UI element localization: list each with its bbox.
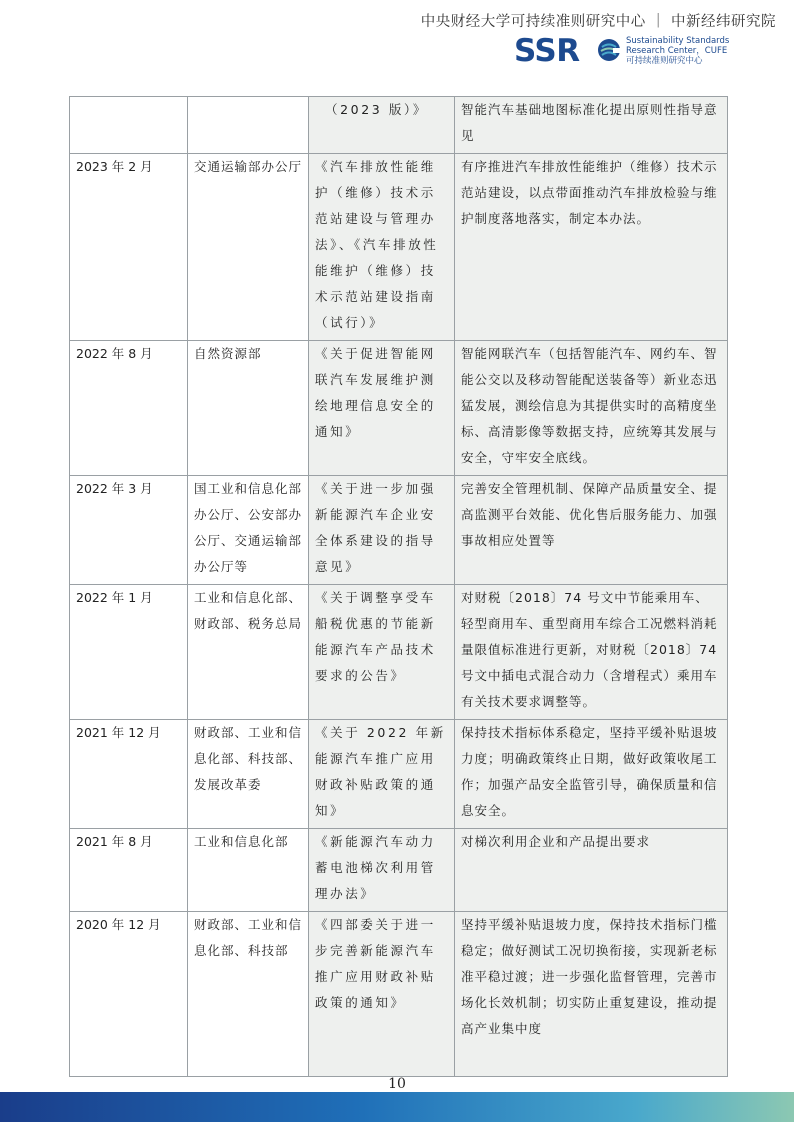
- date-cell: 2021 年 8 月: [70, 829, 188, 912]
- date-cell: 2022 年 3 月: [70, 476, 188, 585]
- logo-name-zh: 可持续准则研究中心: [626, 56, 703, 66]
- date-cell: 2021 年 12 月: [70, 720, 188, 829]
- department-cell: 自然资源部: [188, 341, 309, 476]
- globe-c-icon: [597, 38, 621, 62]
- description-cell: 对梯次利用企业和产品提出要求: [455, 829, 728, 912]
- logo-name-line1: Sustainability Standards: [626, 36, 730, 46]
- document-cell: 《新能源汽车动力蓄电池梯次利用管理办法》: [309, 829, 455, 912]
- description-cell: 完善安全管理机制、保障产品质量安全、提高监测平台效能、优化售后服务能力、加强事故相应处置等: [455, 476, 728, 585]
- description-cell: 对财税〔2018〕74 号文中节能乘用车、轻型商用车、重型商用车综合工况燃料消耗量限值标准进行更新，对财税〔2018〕74 号文中插电式混合动力（含增程式）乘用车有关技术要求调整等。: [455, 585, 728, 720]
- description-cell: 保持技术指标体系稳定，坚持平缓补贴退坡力度；明确政策终止日期，做好政策收尾工作；加强产品安全监管引导，确保质量和信息安全。: [455, 720, 728, 829]
- document-cell: 《关于进一步加强新能源汽车企业安全体系建设的指导意见》: [309, 476, 455, 585]
- document-cell: 《关于促进智能网联汽车发展维护测绘地理信息安全的通知》: [309, 341, 455, 476]
- date-cell: 2023 年 2 月: [70, 154, 188, 341]
- description-cell: 智能汽车基础地图标准化提出原则性指导意见: [455, 97, 728, 154]
- logo-name: [626, 36, 729, 66]
- description-cell: 智能网联汽车（包括智能汽车、网约车、智能公交以及移动智能配送装备等）新业态迅猛发展，测绘信息为其提供实时的高精度坐标、高清影像等数据支持，应统筹其发展与安全，守牢安全底线。: [455, 341, 728, 476]
- table-row: [70, 154, 728, 341]
- page-number: 10: [388, 1076, 406, 1092]
- policy-table: [69, 96, 728, 1077]
- document-cell: 《汽车排放性能维护（维修）技术示范站建设与管理办法》、《汽车排放性能维护（维修）技术示范站建设指南（试行）》: [309, 154, 455, 341]
- logo-name-line2: Research Center，CUFE: [626, 46, 728, 56]
- header-title: 中央财经大学可持续准则研究中心 ｜ 中新经纬研究院: [420, 14, 776, 30]
- document-cell: 《关于调整享受车船税优惠的节能新能源汽车产品技术要求的公告》: [309, 585, 455, 720]
- description-cell: 坚持平缓补贴退坡力度，保持技术指标门槛稳定；做好测试工况切换衔接，实现新老标准平稳过渡；进一步强化监督管理，完善市场化长效机制；切实防止重复建设，推动提高产业集中度: [455, 912, 728, 1077]
- department-cell: 财政部、工业和信息化部、科技部、发展改革委: [188, 720, 309, 829]
- table-row: [70, 720, 728, 829]
- logo-abbreviation: SSR: [514, 33, 580, 69]
- date-cell: 2022 年 1 月: [70, 585, 188, 720]
- department-cell: 工业和信息化部: [188, 829, 309, 912]
- date-cell: [70, 97, 188, 154]
- description-cell: 有序推进汽车排放性能维护（维修）技术示范站建设，以点带面推动汽车排放检验与维护制度落地落实，制定本办法。: [455, 154, 728, 341]
- department-cell: 交通运输部办公厅: [188, 154, 309, 341]
- department-cell: 工业和信息化部、财政部、税务总局: [188, 585, 309, 720]
- document-cell: 《关于 2022 年新能源汽车推广应用财政补贴政策的通知》: [309, 720, 455, 829]
- date-cell: 2022 年 8 月: [70, 341, 188, 476]
- footer-gradient-band: [0, 1092, 794, 1122]
- table-row: [70, 97, 728, 154]
- department-cell: 财政部、工业和信息化部、科技部: [188, 912, 309, 1077]
- table-row: [70, 341, 728, 476]
- date-cell: 2020 年 12 月: [70, 912, 188, 1077]
- department-cell: 国工业和信息化部办公厅、公安部办公厅、交通运输部办公厅等: [188, 476, 309, 585]
- table-row: [70, 476, 728, 585]
- table-row: [70, 912, 728, 1077]
- table-row: [70, 585, 728, 720]
- department-cell: [188, 97, 309, 154]
- document-cell: 《四部委关于进一步完善新能源汽车推广应用财政补贴政策的通知》: [309, 912, 455, 1077]
- table-row: [70, 829, 728, 912]
- document-cell: （2023 版）》: [309, 97, 455, 154]
